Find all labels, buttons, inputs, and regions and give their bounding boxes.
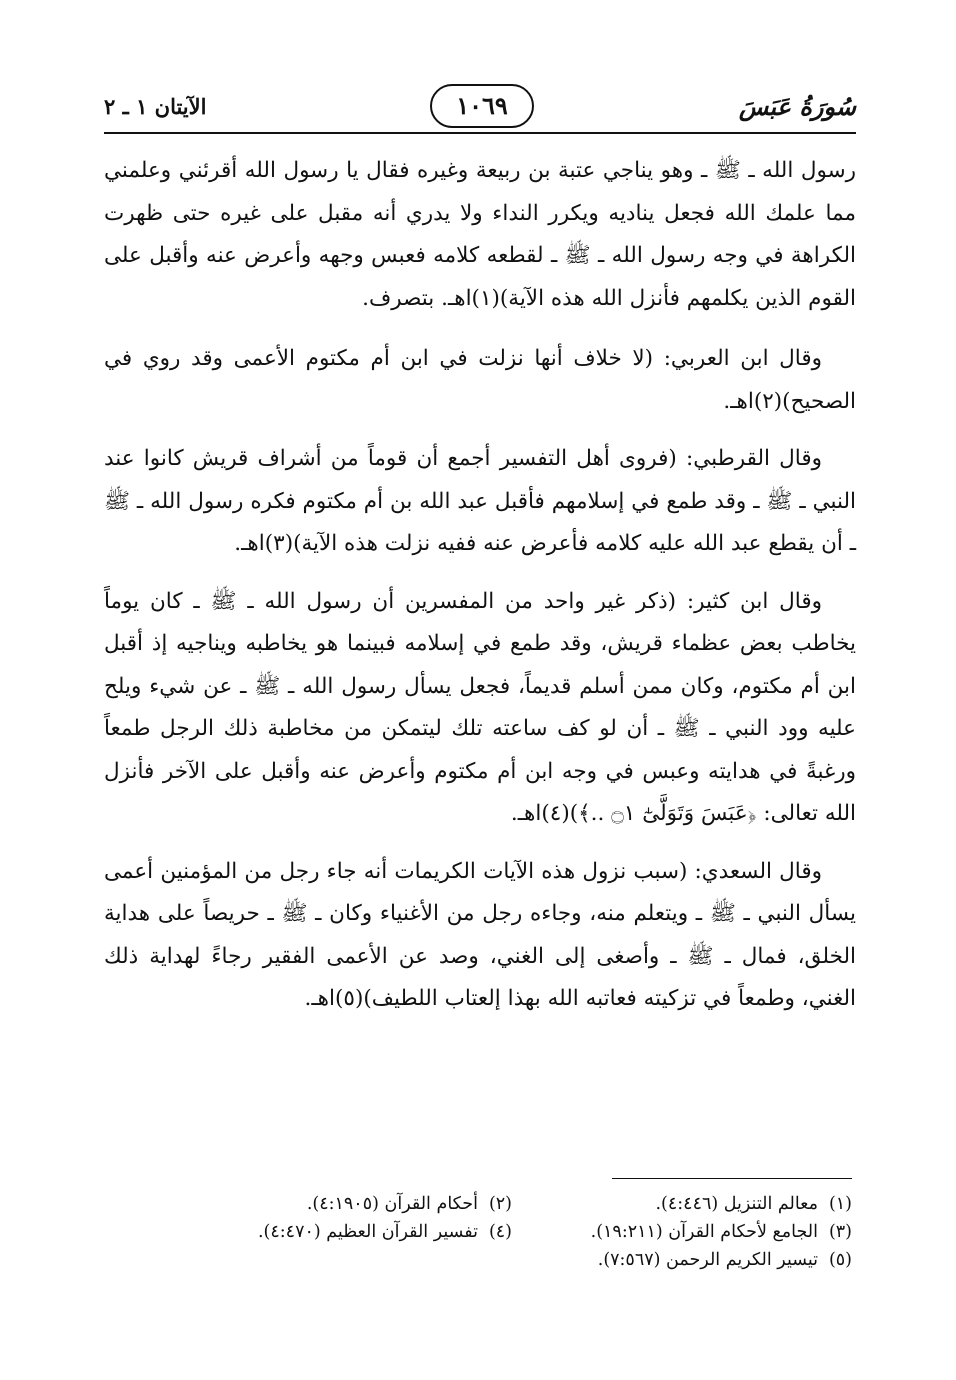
footnote-3: [512, 1218, 852, 1246]
footnote-2: [172, 1190, 512, 1218]
footnote-number: (٥): [828, 1250, 852, 1270]
footnote-4: [172, 1218, 512, 1246]
footnote-text: تفسير القرآن العظيم (٤:٤٧٠).: [257, 1222, 478, 1242]
paragraph-1: رسول الله ـ ﷺ ـ وهو يناجي عتبة بن ربيعة وغيره فقال يا رسول الله أقرئني وعلمني مما علمك الله فجعل يناديه ويكرر النداء ولا يدري أنه مقبل على غيره حتى ظهرت الكراهة في وجه رسول الله ـ ﷺ ـ لقطعه كلامه فعبس وجهه وأعرض عنه وأقبل على القوم الذين يكلمهم فأنزل الله هذه الآية)(١)اهـ. بتصرف.: [104, 158, 856, 311]
footnote-5: [512, 1246, 852, 1274]
surah-name: سُورَةُ عَبَسَ: [738, 92, 856, 121]
page-header: [104, 78, 856, 138]
footnote-row: [100, 1246, 852, 1274]
footnote-divider: [612, 1178, 852, 1179]
verses-label: الآيتان ١ ـ ٢: [104, 94, 207, 119]
footnote-number: (٤): [488, 1222, 512, 1242]
footnote-row: [100, 1190, 852, 1218]
footnote-text: الجامع لأحكام القرآن (١٩:٢١١).: [590, 1222, 818, 1242]
footnote-number: (١): [828, 1194, 852, 1214]
footnote-1: [512, 1190, 852, 1218]
footnote-number: (٢): [488, 1194, 512, 1214]
page-body: [104, 150, 856, 1036]
page-number: ١٠٦٩: [430, 84, 534, 128]
footnote-text: معالم التنزيل (٤:٤٤٦).: [655, 1194, 818, 1214]
footnote-number: (٣): [828, 1222, 852, 1242]
paragraph-saadi: وقال السعدي: (سبب نزول هذه الآيات الكريمات أنه جاء رجل من المؤمنين أعمى يسأل النبي ـ ﷺ ـ ويتعلم منه، وجاءه رجل من الأغنياء وكان ـ ﷺ ـ حريصاً على هداية الخلق، فمال ـ ﷺ ـ وأصغى إلى الغني، وصد عن الأعمى الفقير رجاءً لهداية ذلك الغني، وطمعاً في تزكيته فعاتبه الله بهذا إلعتاب اللطيف)(٥)اهـ.: [104, 858, 856, 1011]
paragraph-ibn-kathir: وقال ابن كثير: (ذكر غير واحد من المفسرين أن رسول الله ـ ﷺ ـ كان يوماً يخاطب بعض عظماء قريش، وقد طمع في إسلامه فبينما هو يخاطبه ويناجيه إذ أقبل ابن أم مكتوم، وكان ممن أسلم قديماً، فجعل يسأل رسول الله ـ ﷺ ـ عن شيء ويلح عليه وود النبي ـ ﷺ ـ أن لو كف ساعته تلك ليتمكن من مخاطبة ذلك الرجل طمعاً ورغبةً في هدايته وعبس في وجه ابن أم مكتوم وأعرض عنه وأقبل على الآخر فأنزل الله تعالى: ﴿عَبَسَ وَتَوَلَّىٰٓ ۝١ ..﴾)(٤)اهـ.: [104, 588, 856, 826]
footnote-text: تيسير الكريم الرحمن (٧:٥٦٧).: [597, 1250, 818, 1270]
footnote-text: أحكام القرآن (٤:١٩٠٥).: [306, 1194, 478, 1214]
paragraph-qurtubi: وقال القرطبي: (فروى أهل التفسير أجمع أن قوماً من أشراف قريش كانوا عند النبي ـ ﷺ ـ وقد طمع في إسلامهم فأقبل عبد الله بن أم مكتوم فكره رسول الله ـ ﷺ ـ أن يقطع عبد الله عليه كلامه فأعرض عنه ففيه نزلت هذه الآية)(٣)اهـ.: [104, 446, 856, 556]
header-divider: [104, 132, 856, 134]
footnote-row: [100, 1218, 852, 1246]
paragraph-ibn-alarabi: وقال ابن العربي: (لا خلاف أنها نزلت في ابن أم مكتوم الأعمى وقد روي في الصحيح)(٢)اهـ.: [104, 346, 856, 414]
footnotes: [100, 1190, 852, 1274]
